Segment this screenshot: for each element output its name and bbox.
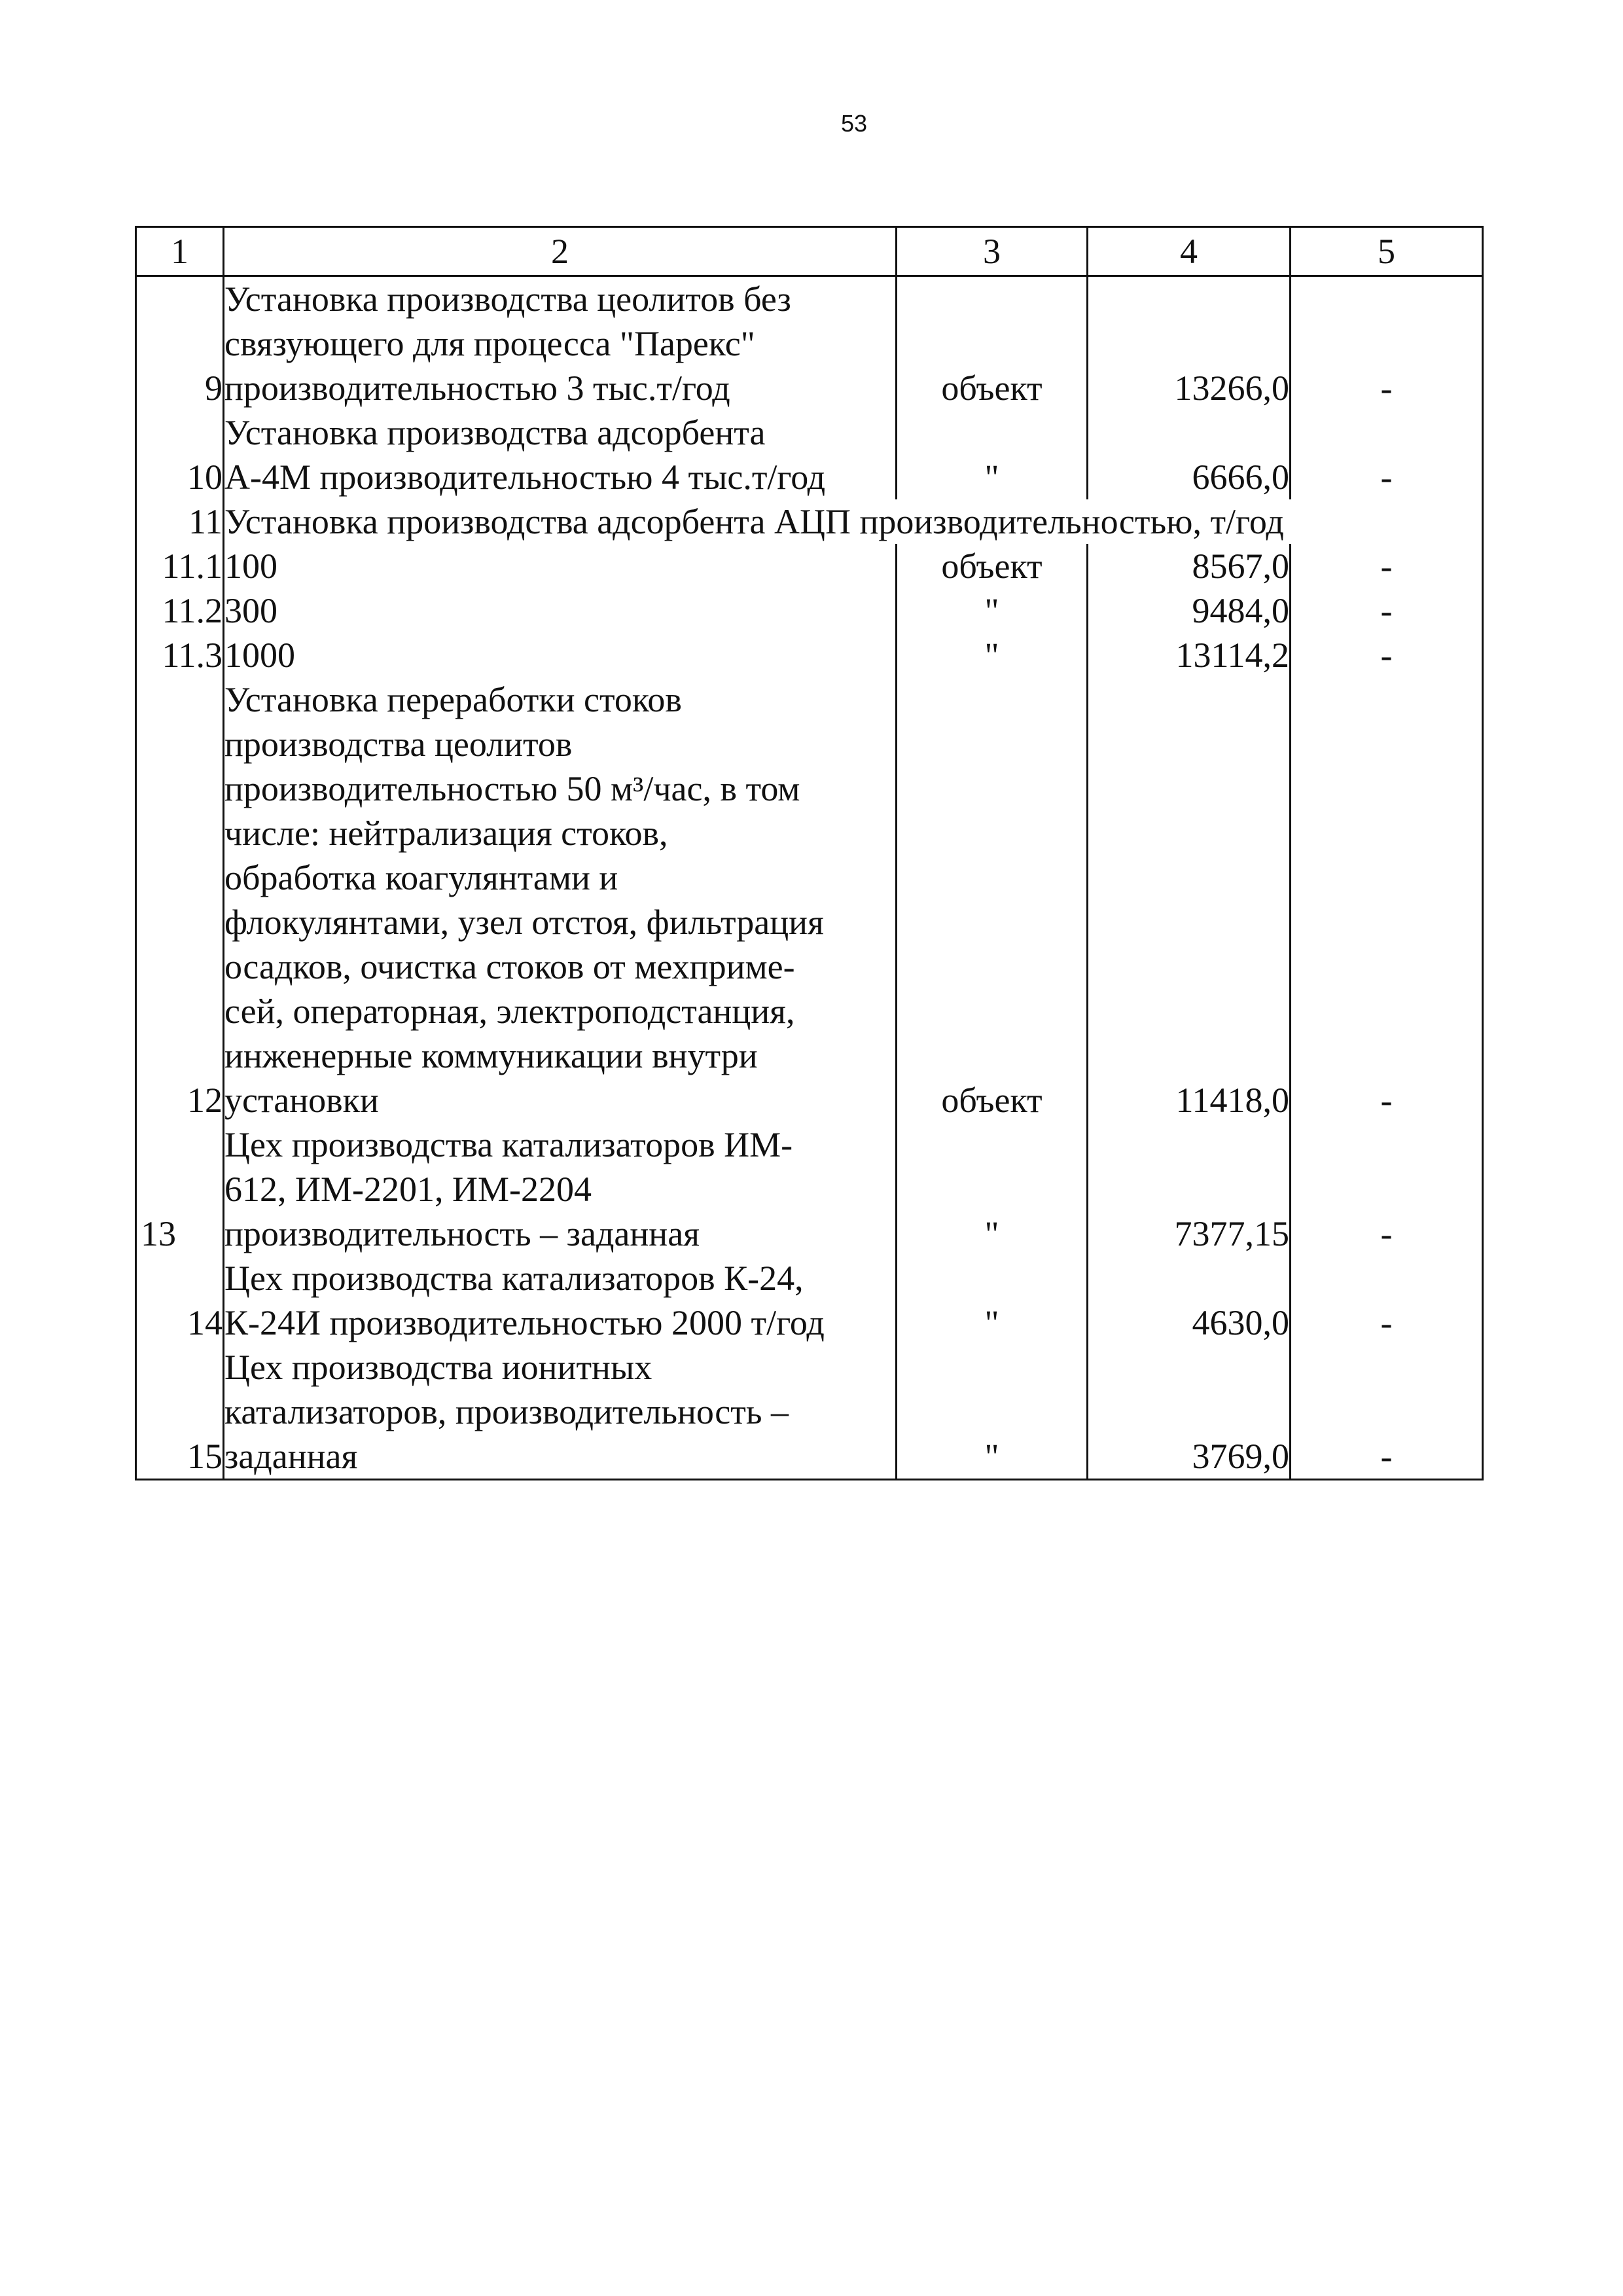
row-number: 11 — [136, 499, 224, 544]
item-description — [224, 276, 897, 411]
table-row — [136, 276, 1483, 411]
table-row — [136, 633, 1483, 677]
description-line: Установка производства адсорбента — [224, 413, 766, 452]
description-line: производительностью 3 тыс.т/год — [224, 368, 730, 408]
table-row — [136, 544, 1483, 588]
description-line: числе: нейтрализация стоков, — [224, 814, 668, 853]
col5-value: - — [1291, 1345, 1483, 1480]
description-line: осадков, очистка стоков от мехприме- — [224, 947, 795, 986]
row-number: 11.1 — [136, 544, 224, 588]
row-number: 9 — [136, 276, 224, 411]
description-line: катализаторов, производительность – — [224, 1392, 789, 1431]
table-row — [136, 677, 1483, 1122]
table-row — [136, 1256, 1483, 1345]
description-line: производства цеолитов — [224, 725, 573, 764]
col5-value: - — [1291, 1256, 1483, 1345]
price-value: 11418,0 — [1088, 677, 1291, 1122]
description-line: 100 — [224, 547, 277, 586]
item-description — [224, 1256, 897, 1345]
item-description — [224, 633, 897, 677]
page-number: 53 — [840, 110, 868, 137]
row-number: 11.3 — [136, 633, 224, 677]
price-value: 4630,0 — [1088, 1256, 1291, 1345]
header-row — [136, 227, 1483, 276]
description-line: Цех производства катализаторов К-24, — [224, 1259, 804, 1298]
row-number: 11.2 — [136, 588, 224, 633]
item-description — [224, 1122, 897, 1256]
unit-of-measure: " — [897, 410, 1088, 499]
table-row — [136, 410, 1483, 499]
description-line: заданная — [224, 1437, 358, 1476]
unit-of-measure: объект — [897, 677, 1088, 1122]
item-description — [224, 410, 897, 499]
description-line: сей, операторная, электроподстанция, — [224, 992, 795, 1031]
table-row — [136, 499, 1483, 544]
price-value: 7377,15 — [1088, 1122, 1291, 1256]
description-line: К-24И производительностью 2000 т/год — [224, 1303, 825, 1342]
price-table — [135, 226, 1484, 1480]
unit-of-measure: объект — [897, 544, 1088, 588]
row-number: 10 — [136, 410, 224, 499]
description-line: инженерные коммуникации внутри — [224, 1036, 758, 1075]
col5-value: - — [1291, 410, 1483, 499]
row-number: 13 — [136, 1122, 224, 1256]
unit-of-measure: " — [897, 1122, 1088, 1256]
item-description — [224, 499, 1483, 544]
description-line: А-4М производительностью 4 тыс.т/год — [224, 457, 826, 497]
item-description — [224, 1345, 897, 1480]
table-row — [136, 1345, 1483, 1480]
description-line: Цех производства катализаторов ИМ- — [224, 1125, 793, 1164]
header-col-4: 4 — [1088, 227, 1291, 276]
header-col-2: 2 — [224, 227, 897, 276]
unit-of-measure: " — [897, 1256, 1088, 1345]
description-line: производительностью 50 м³/час, в том — [224, 769, 800, 808]
description-line: Установка производства адсорбента АЦП производительностью, т/год — [224, 502, 1284, 541]
col5-value: - — [1291, 588, 1483, 633]
price-value: 6666,0 — [1088, 410, 1291, 499]
description-line: 1000 — [224, 636, 295, 675]
description-line: установки — [224, 1081, 379, 1120]
description-line: 612, ИМ-2201, ИМ-2204 — [224, 1170, 592, 1209]
table-body — [136, 276, 1483, 1480]
price-value: 8567,0 — [1088, 544, 1291, 588]
description-line: Установка производства цеолитов без — [224, 279, 791, 319]
col5-value: - — [1291, 544, 1483, 588]
unit-of-measure: " — [897, 588, 1088, 633]
price-value: 13266,0 — [1088, 276, 1291, 411]
description-line: 300 — [224, 591, 277, 630]
description-line: связующего для процесса "Парекс" — [224, 324, 755, 363]
description-line: Установка переработки стоков — [224, 680, 682, 719]
header-col-3: 3 — [897, 227, 1088, 276]
col5-value: - — [1291, 276, 1483, 411]
unit-of-measure: " — [897, 633, 1088, 677]
table-row — [136, 1122, 1483, 1256]
row-number: 15 — [136, 1345, 224, 1480]
col5-value: - — [1291, 633, 1483, 677]
row-number: 12 — [136, 677, 224, 1122]
item-description — [224, 544, 897, 588]
table-row — [136, 588, 1483, 633]
item-description — [224, 677, 897, 1122]
price-value: 3769,0 — [1088, 1345, 1291, 1480]
header-col-1: 1 — [136, 227, 224, 276]
unit-of-measure: " — [897, 1345, 1088, 1480]
row-number: 14 — [136, 1256, 224, 1345]
header-col-5: 5 — [1291, 227, 1483, 276]
col5-value: - — [1291, 677, 1483, 1122]
description-line: Цех производства ионитных — [224, 1348, 652, 1387]
description-line: производительность – заданная — [224, 1214, 700, 1253]
description-line: флокулянтами, узел отстоя, фильтрация — [224, 903, 824, 942]
item-description — [224, 588, 897, 633]
unit-of-measure: объект — [897, 276, 1088, 411]
price-value: 13114,2 — [1088, 633, 1291, 677]
description-line: обработка коагулянтами и — [224, 858, 618, 897]
col5-value: - — [1291, 1122, 1483, 1256]
price-value: 9484,0 — [1088, 588, 1291, 633]
